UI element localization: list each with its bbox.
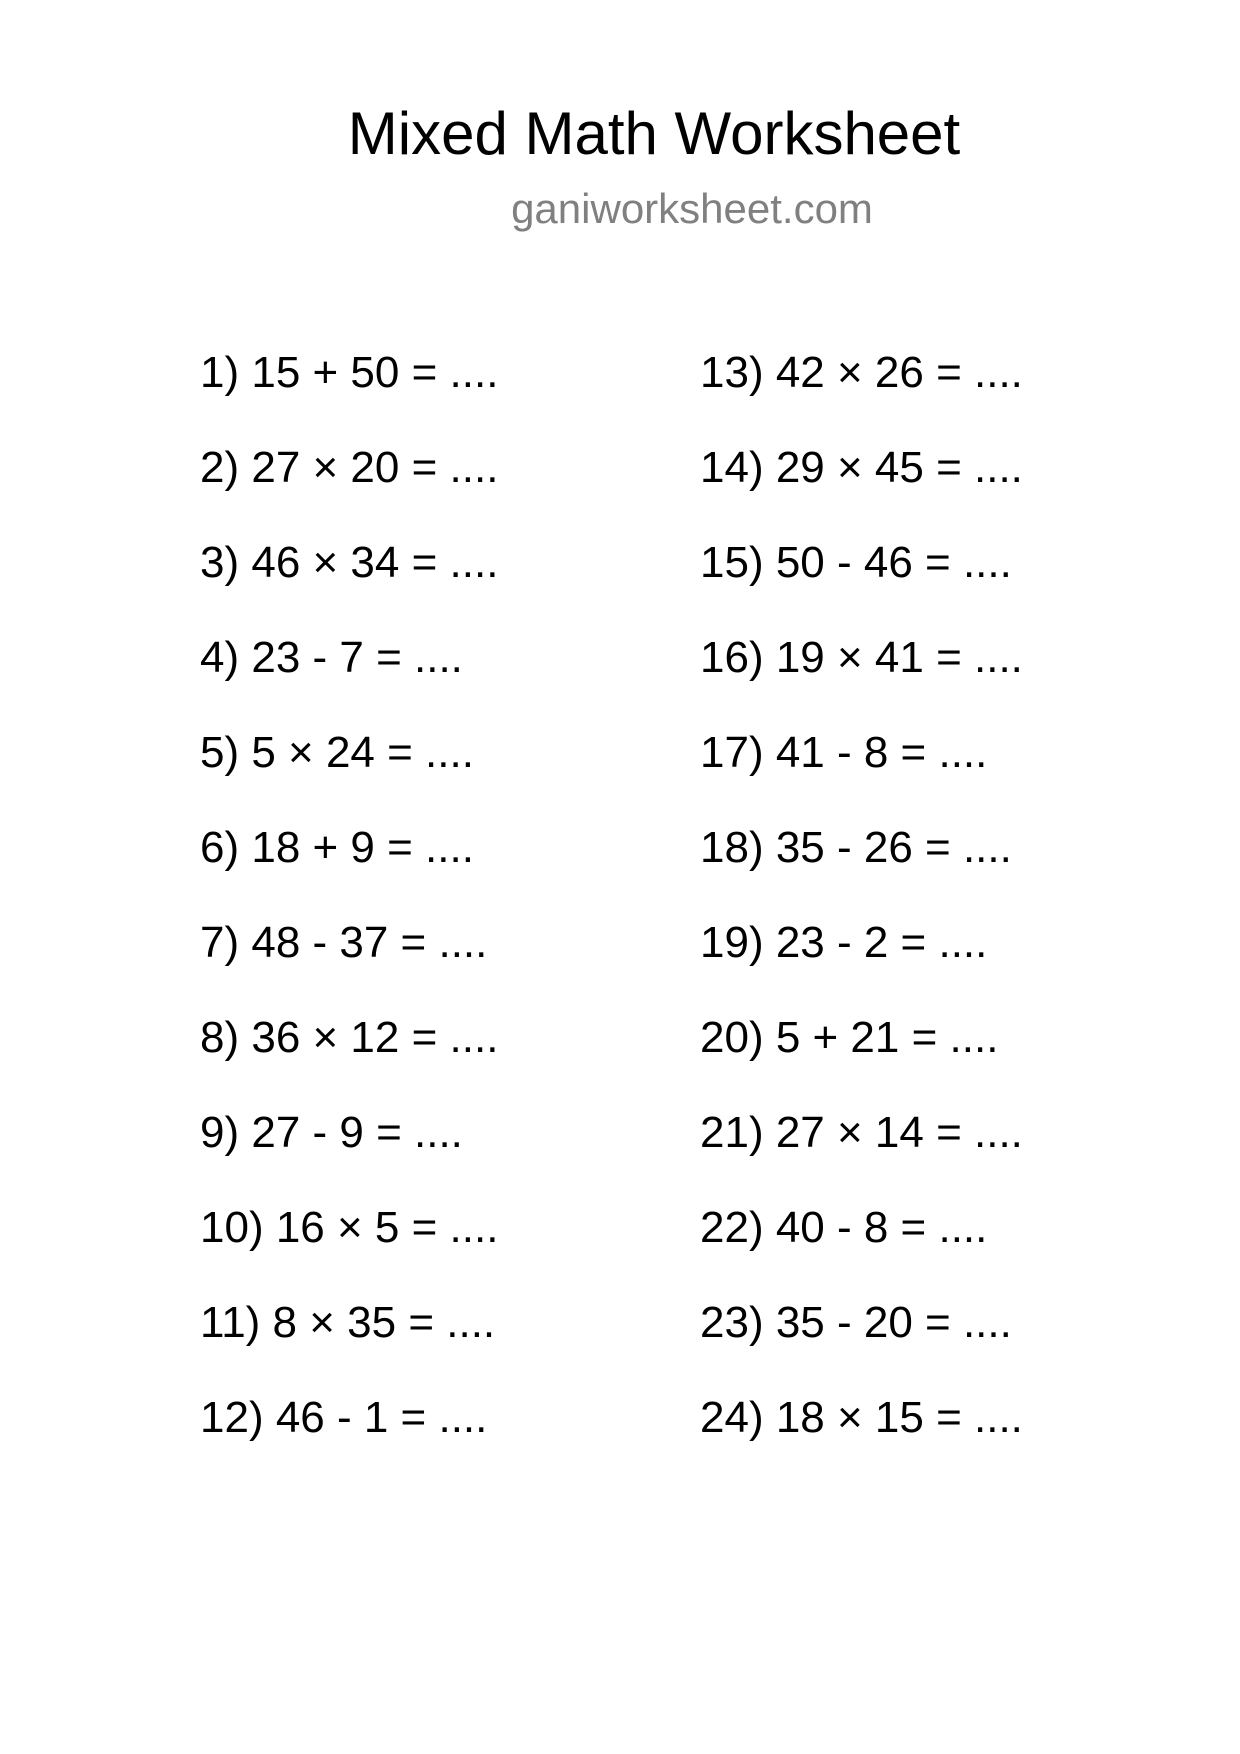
problem-column-right	[700, 347, 1023, 1487]
problem-item: 22) 40 - 8 = ....	[700, 1203, 988, 1252]
problem-item: 17) 41 - 8 = ....	[700, 728, 988, 777]
problem-item: 23) 35 - 20 = ....	[700, 1298, 1012, 1347]
problem-item: 4) 23 - 7 = ....	[200, 633, 463, 682]
problem-item: 15) 50 - 46 = ....	[700, 538, 1012, 587]
source-website: ganiworksheet.com	[511, 185, 873, 232]
problem-item: 1) 15 + 50 = ....	[200, 348, 499, 397]
problem-column-left	[200, 347, 498, 1487]
problem-item: 2) 27 × 20 = ....	[200, 443, 499, 492]
problem-item: 19) 23 - 2 = ....	[700, 918, 988, 967]
problem-item: 6) 18 + 9 = ....	[200, 823, 474, 872]
problem-item: 12) 46 - 1 = ....	[200, 1393, 488, 1442]
problem-item: 18) 35 - 26 = ....	[700, 823, 1012, 872]
problem-item: 21) 27 × 14 = ....	[700, 1108, 1023, 1157]
problem-item: 3) 46 × 34 = ....	[200, 538, 499, 587]
problem-item: 10) 16 × 5 = ....	[200, 1203, 499, 1252]
problem-item: 13) 42 × 26 = ....	[700, 348, 1023, 397]
problem-item: 20) 5 + 21 = ....	[700, 1013, 999, 1062]
problem-item: 16) 19 × 41 = ....	[700, 633, 1023, 682]
problem-item: 24) 18 × 15 = ....	[700, 1393, 1023, 1442]
problem-item: 5) 5 × 24 = ....	[200, 728, 474, 777]
problem-item: 9) 27 - 9 = ....	[200, 1108, 463, 1157]
problem-item: 14) 29 × 45 = ....	[700, 443, 1023, 492]
worksheet-title: Mixed Math Worksheet	[347, 100, 961, 167]
problem-item: 8) 36 × 12 = ....	[200, 1013, 499, 1062]
problem-item: 7) 48 - 37 = ....	[200, 918, 488, 967]
problem-item: 11) 8 × 35 = ....	[200, 1298, 496, 1347]
